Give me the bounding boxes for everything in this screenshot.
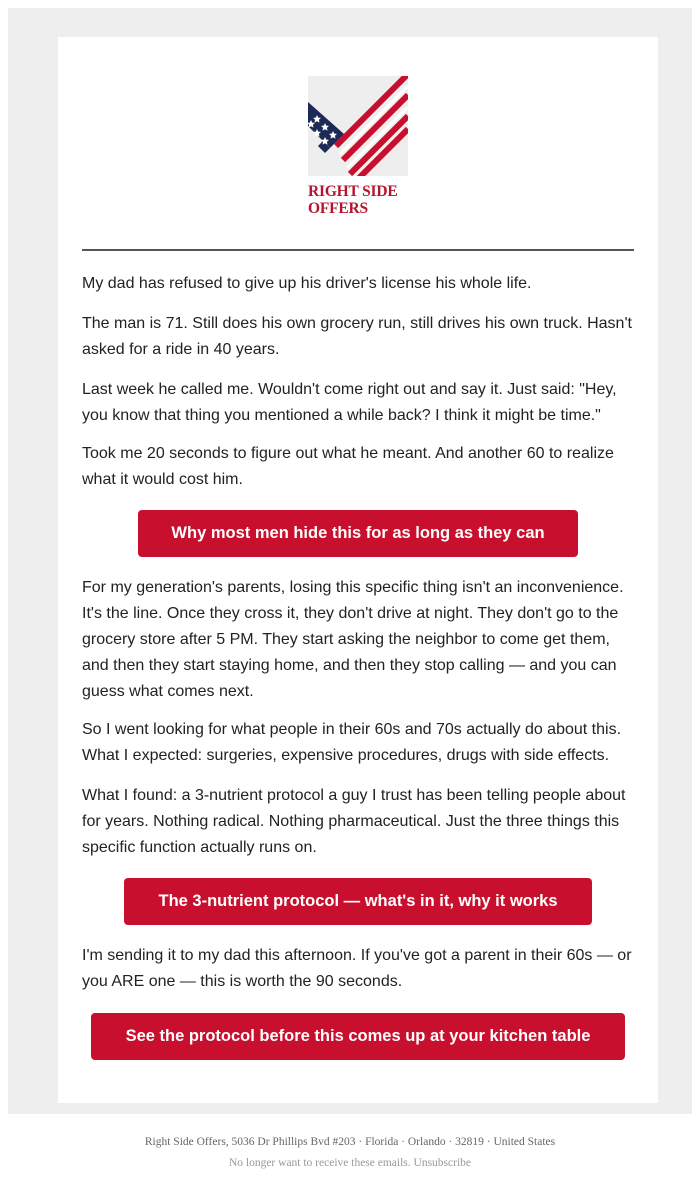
- header-divider: [82, 249, 634, 251]
- body-paragraph-5: For my generation's parents, losing this specific thing isn't an inconvenience. It's the line. Once they cross it, they don't drive at night. They don't go to the grocery store after 5 PM. They start asking the neighbor to come get them, and then they start staying home, and then they stop calling — and you can guess what comes next.: [82, 579, 624, 700]
- body-paragraph-7: What I found: a 3-nutrient protocol a guy I trust has been telling people about for years. Nothing radical. Nothing pharmaceutical. Just the three things this specific function actually runs on.: [82, 787, 626, 856]
- email-background: [8, 8, 692, 1114]
- logo-line-2: OFFERS: [308, 200, 368, 217]
- body-paragraph-3: Last week he called me. Wouldn't come right out and say it. Just said: "Hey, you know that thing you mentioned a while back? I think it might be time.": [82, 381, 617, 424]
- cta-button-2[interactable]: The 3-nutrient protocol — what's in it, why it works: [124, 878, 592, 925]
- logo-flag-check-icon: [308, 76, 408, 176]
- body-paragraph-6: So I went looking for what people in their 60s and 70s actually do about this. What I expected: surgeries, expensive procedures, drugs with side effects.: [82, 721, 622, 764]
- unsubscribe-link[interactable]: Unsubscribe: [413, 1157, 472, 1169]
- footer-address: Right Side Offers, 5036 Dr Phillips Bvd #203 · Florida · Orlando · 32819 · United States: [144, 1136, 556, 1148]
- email-card: [58, 37, 658, 1103]
- body-paragraph-2: The man is 71. Still does his own grocery run, still drives his own truck. Hasn't asked for a ride in 40 years.: [82, 315, 632, 358]
- logo-line-1: RIGHT SIDE: [308, 183, 398, 200]
- cta-button-1[interactable]: Why most men hide this for as long as they can: [138, 510, 578, 557]
- body-paragraph-8: I'm sending it to my dad this afternoon. If you've got a parent in their 60s — or you ARE one — this is worth the 90 seconds.: [82, 947, 632, 990]
- logo-wordmark: [308, 183, 428, 217]
- cta-button-3[interactable]: See the protocol before this comes up at your kitchen table: [91, 1013, 625, 1060]
- body-paragraph-1: My dad has refused to give up his driver's license his whole life.: [82, 275, 532, 292]
- footer-optout: [0, 1157, 700, 1169]
- body-paragraph-4: Took me 20 seconds to figure out what he meant. And another 60 to realize what it would cost him.: [82, 445, 614, 488]
- brand-logo: [308, 76, 408, 217]
- footer-optout-text: No longer want to receive these emails.: [228, 1157, 411, 1169]
